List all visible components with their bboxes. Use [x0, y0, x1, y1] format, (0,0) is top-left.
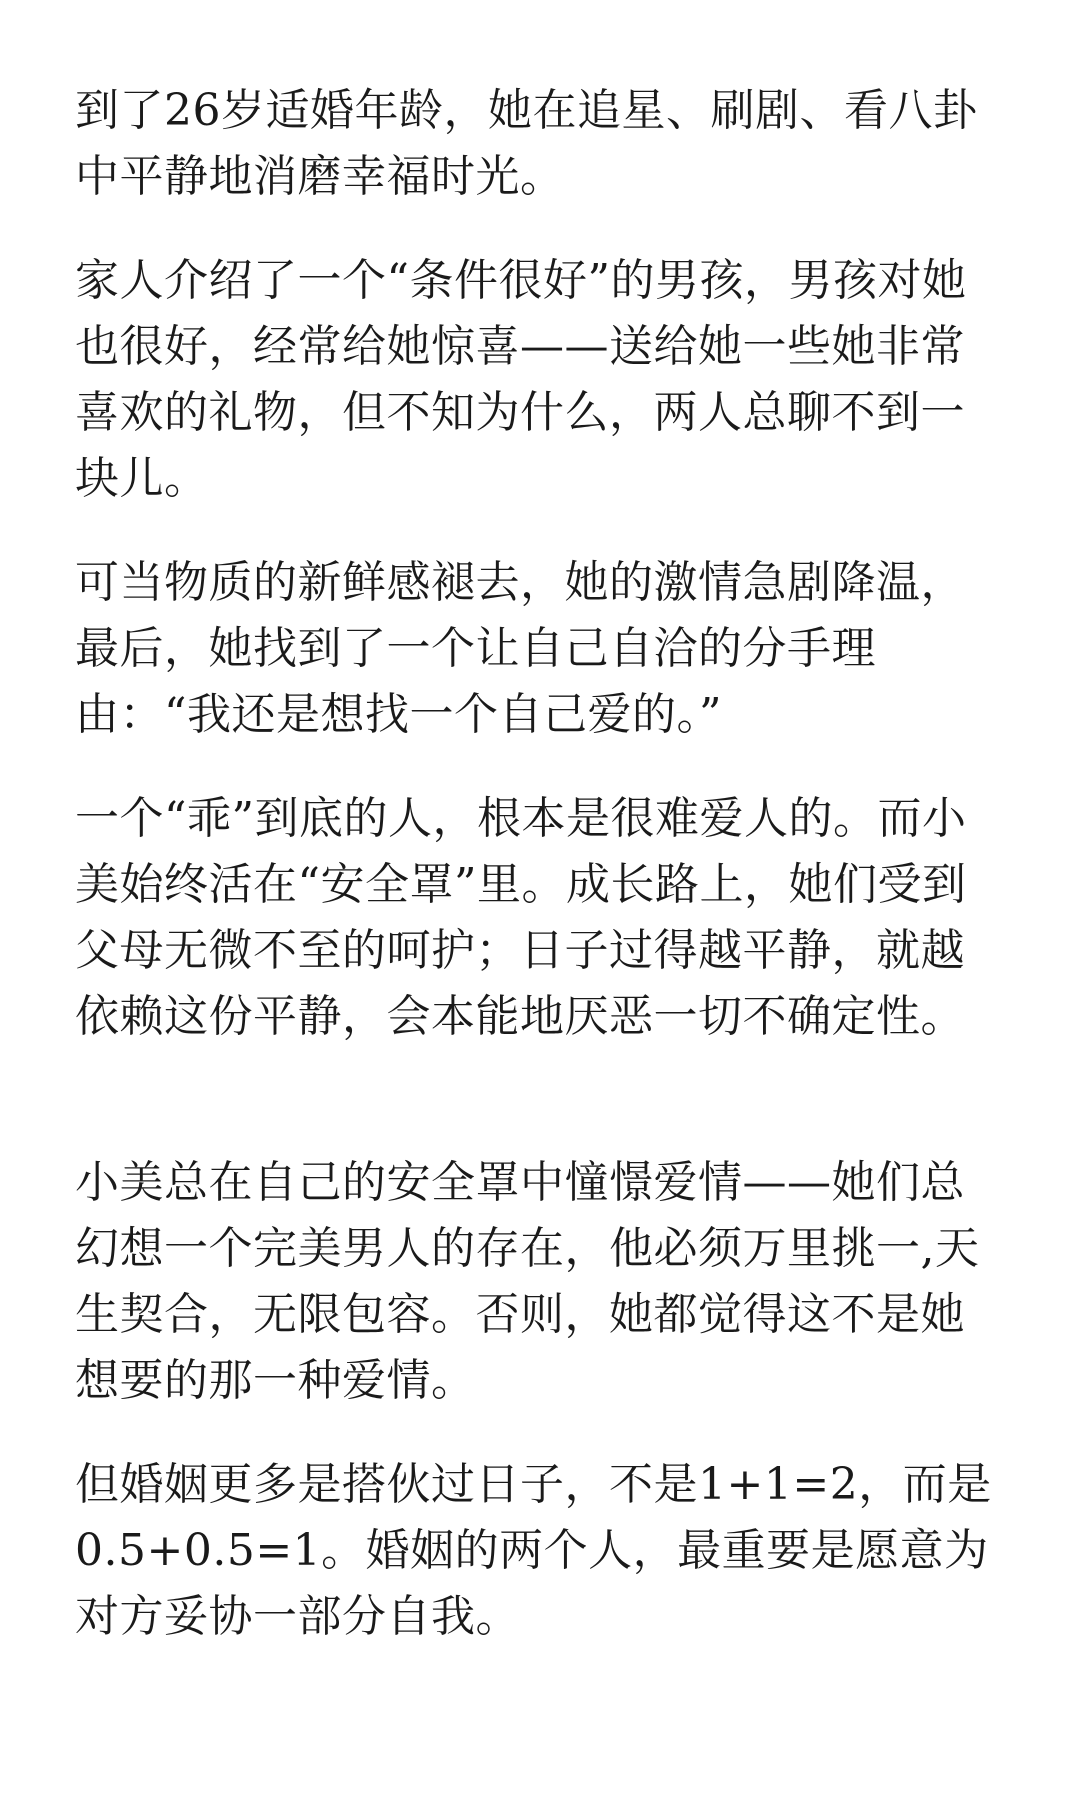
paragraph: 小美总在自己的安全罩中憧憬爱情——她们总幻想一个完美男人的存在，他必须万里挑一,天生契合，无限包容。否则，她都觉得这不是她想要的那一种爱情。 [75, 1157, 980, 1406]
paragraph: 一个“乖”到底的人，根本是很难爱人的。而小美始终活在“安全罩”里。成长路上，她们受到父母无微不至的呵护；日子过得越平静，就越依赖这份平静，会本能地厌恶一切不确定性。 [75, 793, 967, 1042]
paragraph: 可当物质的新鲜感褪去，她的激情急剧降温，最后，她找到了一个让自己自洽的分手理由：“我还是想找一个自己爱的。” [75, 557, 965, 740]
article-body [75, 78, 1005, 1688]
paragraph: 到了26岁适婚年龄，她在追星、刷剧、看八卦中平静地消磨幸福时光。 [75, 85, 978, 202]
paragraph: 家人介绍了一个“条件很好”的男孩，男孩对她也很好，经常给她惊喜——送给她一些她非常喜欢的礼物，但不知为什么，两人总聊不到一块儿。 [75, 255, 967, 504]
paragraph: 但婚姻更多是搭伙过日子，不是1+1=2，而是0.5+0.5=1。婚姻的两个人，最重要是愿意为对方妥协一部分自我。 [75, 1459, 992, 1642]
